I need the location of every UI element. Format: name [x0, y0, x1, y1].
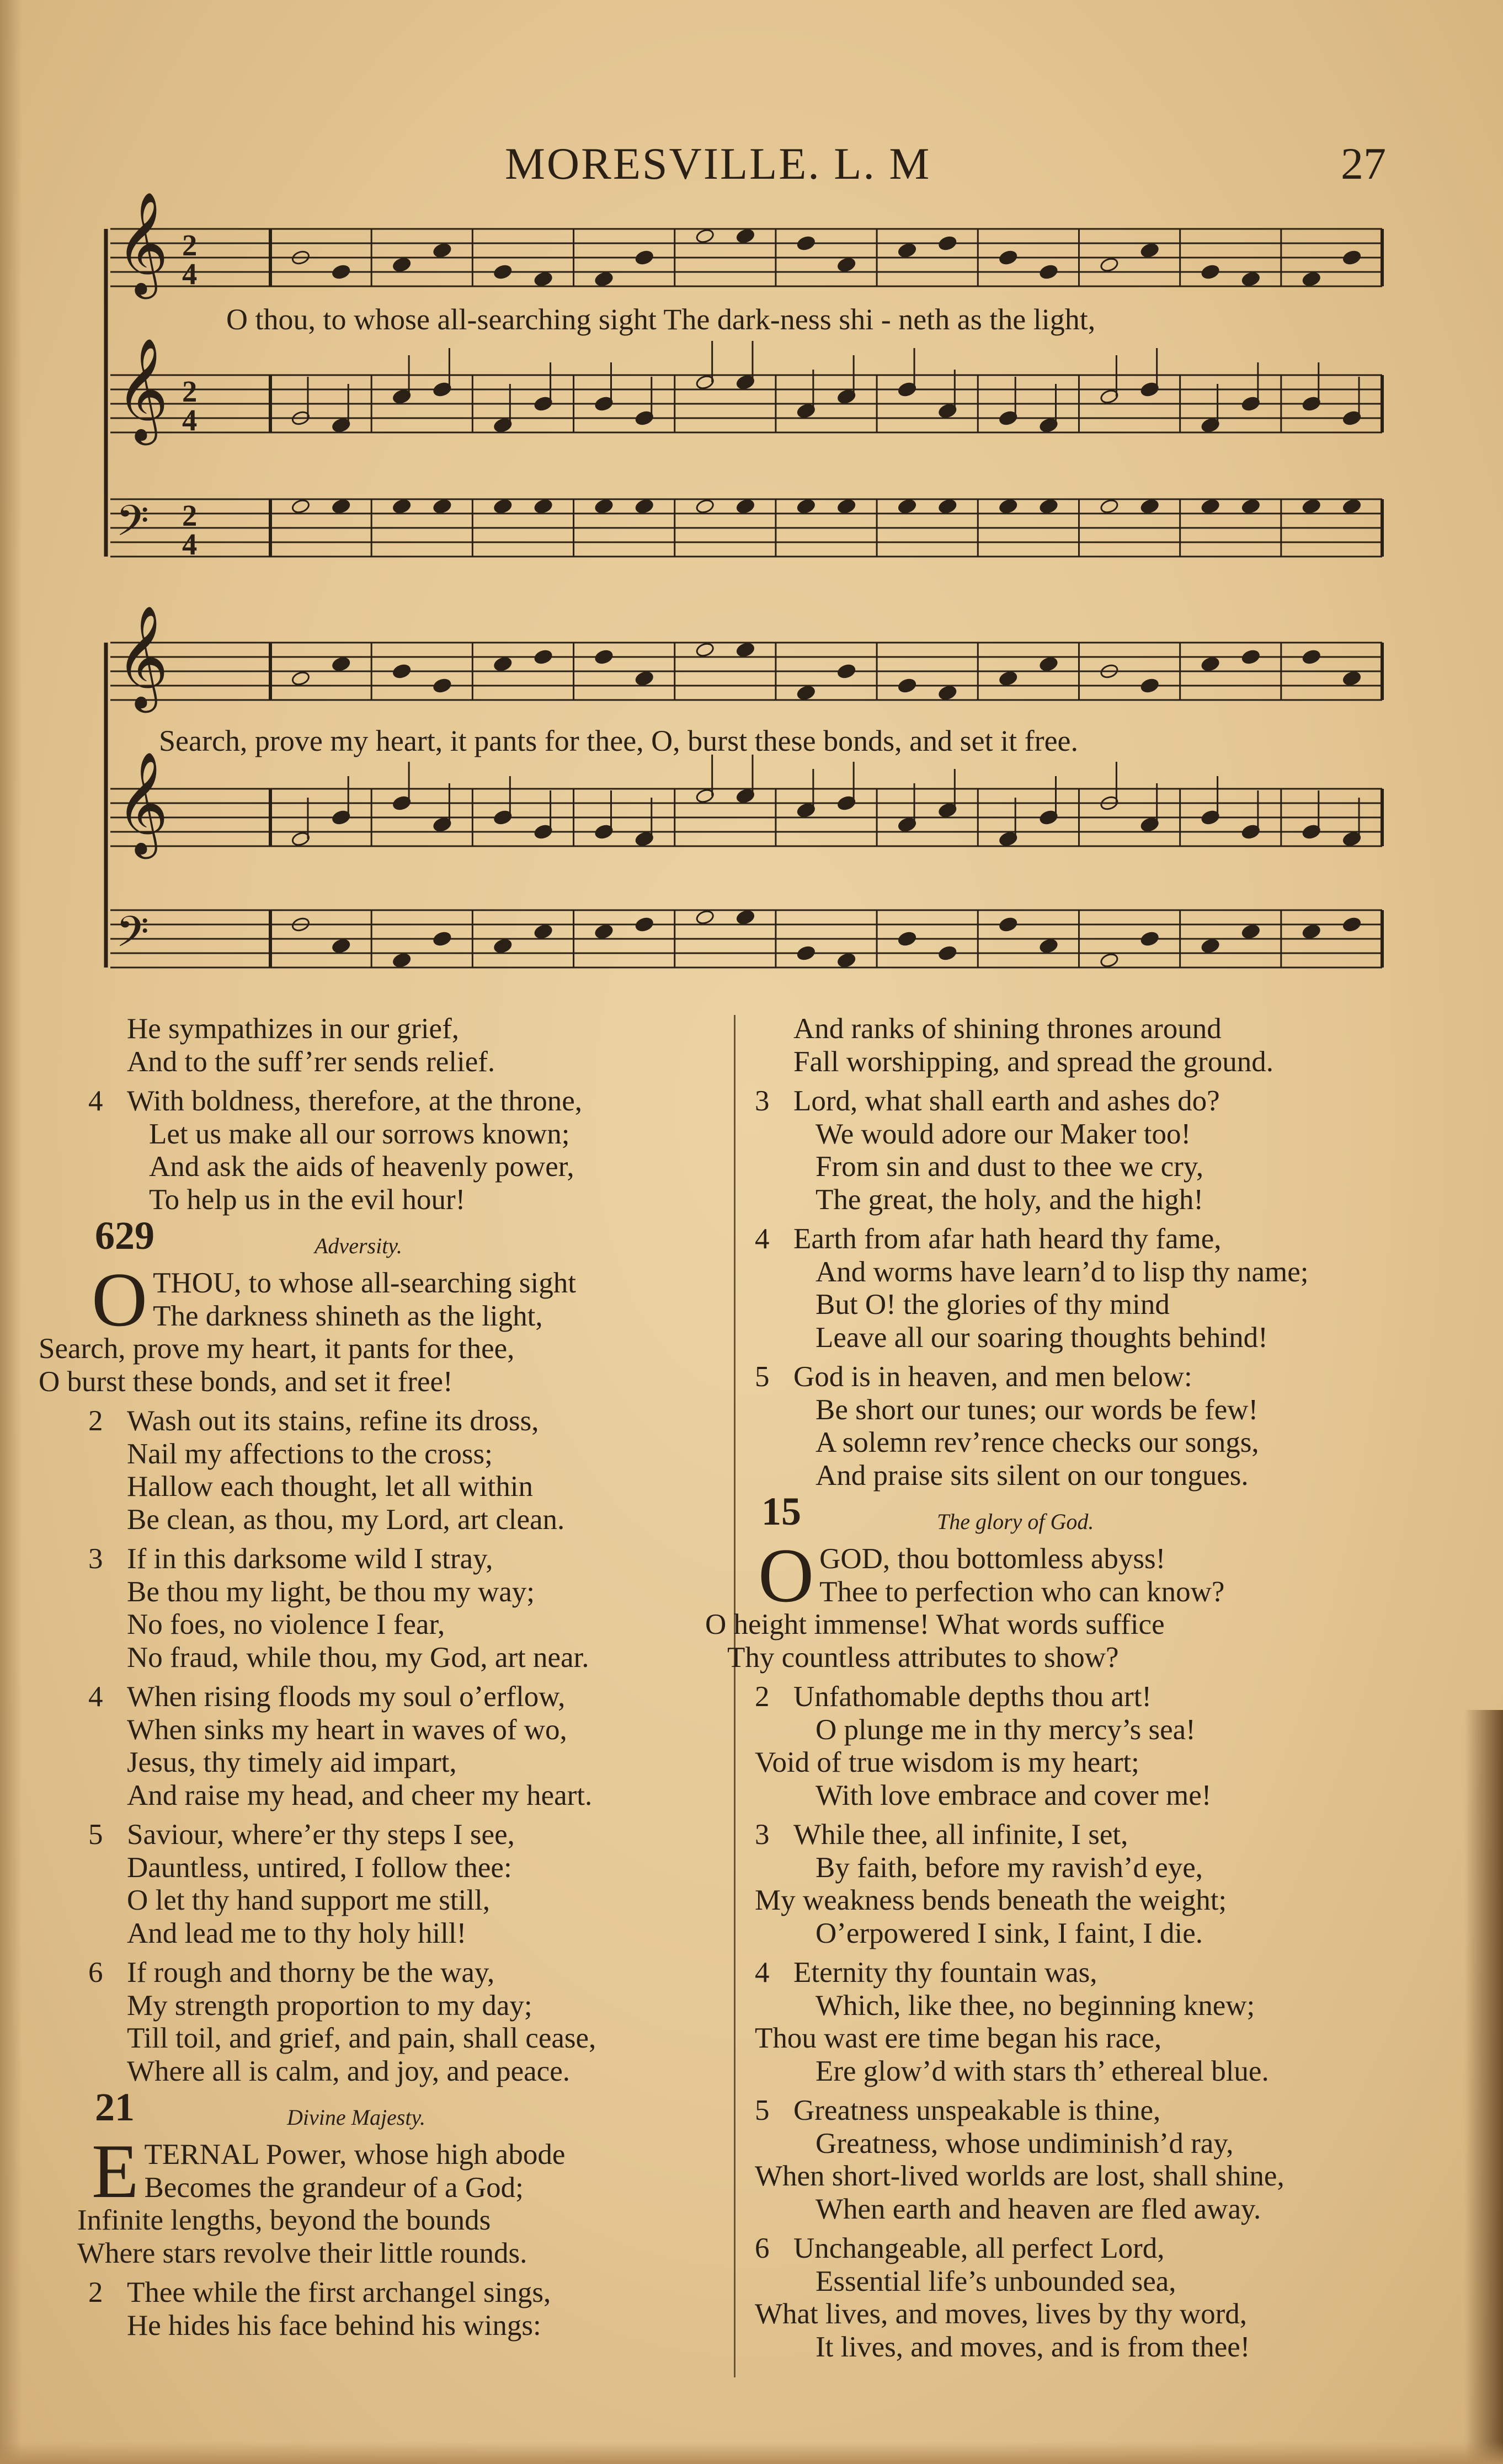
verse-line: Thee to perfection who can know?	[819, 1575, 1225, 1608]
note-head	[1342, 498, 1362, 514]
verse-line: Which, like thee, no beginning knew;	[816, 1989, 1255, 2022]
note-head	[392, 952, 412, 968]
hymn-number: 629	[95, 1214, 154, 1258]
note-head	[695, 498, 715, 514]
verse-line: And raise my head, and cheer my heart.	[127, 1779, 593, 1811]
note-head	[332, 498, 351, 514]
verse-line: My weakness bends beneath the weight;	[755, 1884, 1227, 1916]
verse-line: It lives, and moves, and is from thee!	[816, 2331, 1250, 2363]
page-edge-shadow	[1464, 1710, 1503, 2464]
verse-line: Where all is calm, and joy, and peace.	[127, 2055, 570, 2087]
note-head	[938, 945, 957, 961]
verse	[755, 1223, 1406, 1354]
verse-line: When short-lived worlds are lost, shall shine,	[755, 2160, 1285, 2192]
note-head	[695, 228, 715, 244]
note-head	[1201, 938, 1220, 954]
verse-line: He sympathizes in our grief,	[127, 1013, 459, 1045]
verse-line: Unchangeable, all perfect Lord,	[793, 2232, 1165, 2264]
note-head	[1201, 656, 1220, 672]
time-signature-bottom: 4	[182, 403, 198, 437]
verse	[88, 1681, 712, 1812]
verse-number: 3	[88, 1543, 103, 1575]
note-head	[1342, 916, 1362, 932]
verse-line: With boldness, therefore, at the throne,	[127, 1085, 582, 1117]
note-head	[291, 670, 310, 686]
verse-line: THOU, to whose all-searching sight	[153, 1267, 576, 1299]
verse	[755, 1361, 1406, 1492]
verse-line: When earth and heaven are fled away.	[816, 2193, 1261, 2225]
verse-line: With love embrace and cover me!	[816, 1779, 1212, 1811]
verse	[755, 1085, 1406, 1216]
verse-line: By faith, before my ravish’d eye,	[816, 1851, 1203, 1884]
time-signature-top: 2	[182, 228, 198, 263]
verse-line: If rough and thorny be the way,	[127, 1957, 495, 1989]
note-head	[1342, 670, 1362, 686]
hymn-heading-629	[88, 1214, 712, 1267]
verse-number: 2	[88, 1405, 103, 1437]
verse	[88, 2276, 712, 2342]
verse-number: 4	[88, 1085, 103, 1117]
verse-line: Becomes the grandeur of a God;	[144, 2171, 524, 2204]
note-head	[1241, 923, 1260, 939]
verse-line: And worms have learn’d to lisp thy name;	[816, 1255, 1309, 1288]
verse-line: We would adore our Maker too!	[816, 1118, 1191, 1150]
verse-line: And ask the aids of heavenly power,	[149, 1151, 574, 1183]
verse-line: When rising floods my soul o’erflow,	[127, 1681, 566, 1713]
bass-clef-icon: 𝄢	[116, 496, 150, 557]
note-head	[837, 952, 856, 968]
verse-line: Where stars revolve their little rounds.	[77, 2237, 527, 2269]
note-head	[635, 498, 654, 514]
verse-line: O’erpowered I sink, I faint, I die.	[816, 1917, 1203, 1949]
verse-line: He hides his face behind his wings:	[127, 2309, 541, 2342]
note-head	[392, 663, 412, 679]
verse-number: 2	[755, 1681, 770, 1713]
verse-line: No foes, no violence I fear,	[127, 1608, 445, 1640]
treble-clef-icon: 𝄞	[116, 751, 169, 855]
time-signature-top: 2	[182, 499, 198, 533]
verse-line: Essential life’s unbounded sea,	[816, 2265, 1176, 2297]
verse-line: Greatness, whose undiminish’d ray,	[816, 2127, 1234, 2160]
verse-line: The great, the holy, and the high!	[816, 1183, 1204, 1216]
verse-line: Unfathomable depths thou art!	[793, 1681, 1152, 1713]
verse-number: 3	[755, 1819, 770, 1851]
verse-line: When sinks my heart in waves of wo,	[127, 1713, 567, 1746]
treble-clef-icon: 𝄞	[116, 191, 169, 295]
note-head	[433, 498, 452, 514]
verse-line: Be thou my light, be thou my way;	[127, 1575, 535, 1608]
verse	[755, 2094, 1406, 2226]
note-head	[735, 909, 755, 925]
note-head	[938, 685, 957, 701]
verse-line: The darkness shineth as the light,	[153, 1300, 543, 1332]
page-bottom-shadow	[0, 2442, 1503, 2464]
verse	[88, 1085, 712, 1216]
note-head	[999, 916, 1018, 932]
verse-line: If in this darksome wild I stray,	[127, 1543, 493, 1575]
note-head	[837, 498, 856, 514]
note-head	[493, 264, 513, 280]
note-head	[1201, 498, 1220, 514]
note-head	[594, 498, 614, 514]
note-head	[898, 498, 917, 514]
note-head	[1302, 498, 1321, 514]
verse-line: From sin and dust to thee we cry,	[816, 1151, 1204, 1183]
verse-line: Search, prove my heart, it pants for thee,	[39, 1333, 515, 1365]
note-head	[938, 498, 957, 514]
page-number: 27	[1341, 138, 1386, 189]
verse-number: 5	[755, 2094, 770, 2126]
note-head	[1140, 242, 1159, 258]
note-head	[1241, 649, 1260, 665]
verse-line: Nail my affections to the cross;	[127, 1437, 493, 1470]
note-head	[534, 271, 553, 287]
note-head	[1100, 498, 1119, 514]
verse-line: Fall worshipping, and spread the ground.	[793, 1045, 1273, 1078]
verse-line: Be short our tunes; our words be few!	[816, 1393, 1259, 1426]
verse-number: 5	[755, 1361, 770, 1393]
note-head	[1302, 923, 1321, 939]
verse-line: Wash out its stains, refine its dross,	[127, 1405, 539, 1437]
verse-line: Void of true wisdom is my heart;	[755, 1746, 1139, 1778]
hymn-number: 21	[95, 2085, 135, 2129]
note-head	[1039, 656, 1058, 672]
note-head	[635, 670, 654, 686]
verse-line: Till toil, and grief, and pain, shall cease,	[127, 2022, 596, 2054]
verse-line: But O! the glories of thy mind	[816, 1289, 1170, 1321]
verse-line: Earth from afar hath heard thy fame,	[793, 1223, 1222, 1255]
note-head	[1140, 498, 1159, 514]
note-head	[493, 656, 513, 672]
verse-line: GOD, thou bottomless abyss!	[819, 1543, 1166, 1575]
verse-line: Be clean, as thou, my Lord, art clean.	[127, 1503, 565, 1536]
note-head	[1039, 498, 1058, 514]
verse-number: 4	[755, 1223, 770, 1255]
note-head	[735, 228, 755, 244]
verse	[77, 2129, 712, 2270]
time-signature-top: 2	[182, 375, 198, 409]
score-lyric-line-2: Search, prove my heart, it pants for thee, O, burst these bonds, and set it free.	[159, 724, 1079, 757]
note-head	[898, 931, 917, 947]
verse	[705, 1533, 1406, 1674]
note-head	[1100, 256, 1119, 272]
verse-line: TERNAL Power, whose high abode	[144, 2139, 566, 2171]
drop-cap: E	[92, 2129, 139, 2214]
note-head	[493, 938, 513, 954]
note-head	[594, 649, 614, 665]
hymn-number: 15	[761, 1489, 801, 1533]
note-head	[594, 271, 614, 287]
verse	[755, 2232, 1406, 2364]
verse-line: Infinite lengths, beyond the bounds	[77, 2204, 491, 2236]
note-head	[635, 249, 654, 265]
note-head	[1039, 938, 1058, 954]
verse	[88, 1819, 712, 1950]
treble-clef-icon: 𝄞	[116, 337, 169, 441]
verse	[39, 1257, 712, 1398]
verse-line: Saviour, where’er thy steps I see,	[127, 1819, 515, 1851]
note-head	[433, 931, 452, 947]
music-score	[0, 0, 1503, 1004]
verse-number: 6	[88, 1957, 103, 1989]
verse-line: Thee while the first archangel sings,	[127, 2276, 551, 2308]
note-head	[534, 923, 553, 939]
drop-cap: O	[758, 1533, 814, 1618]
verse-line: Thy countless attributes to show?	[727, 1641, 1119, 1674]
note-head	[796, 945, 816, 961]
verse-line: No fraud, while thou, my God, art near.	[127, 1641, 589, 1674]
note-head	[999, 670, 1018, 686]
note-head	[392, 256, 412, 272]
verse-line: Dauntless, untired, I follow thee:	[127, 1851, 512, 1884]
right-column	[705, 1013, 1406, 2364]
note-head	[534, 498, 553, 514]
note-head	[392, 498, 412, 514]
verse-line: O burst these bonds, and set it free!	[39, 1365, 453, 1398]
hymn-heading-15	[755, 1489, 1406, 1543]
verse-line: Hallow each thought, let all within	[127, 1471, 533, 1503]
verse-number: 3	[755, 1085, 770, 1117]
hymn-subject: Divine Majesty.	[287, 2105, 426, 2130]
verse-line: My strength proportion to my day;	[127, 1989, 532, 2022]
drop-cap: O	[92, 1257, 148, 1343]
note-head	[493, 498, 513, 514]
note-head	[796, 498, 816, 514]
note-head	[1241, 271, 1260, 287]
treble-clef-icon: 𝄞	[116, 605, 169, 709]
note-head	[1201, 264, 1220, 280]
note-head	[433, 242, 452, 258]
note-head	[1302, 271, 1321, 287]
verse-line: Greatness unspeakable is thine,	[793, 2094, 1161, 2126]
verse-number: 5	[88, 1819, 103, 1851]
note-head	[332, 938, 351, 954]
verse-line: Thou wast ere time began his race,	[755, 2022, 1162, 2054]
verse-number: 4	[88, 1681, 103, 1713]
note-head	[1039, 264, 1058, 280]
time-signature-bottom: 4	[182, 527, 198, 562]
note-head	[695, 642, 715, 658]
column-divider	[734, 1015, 735, 2377]
verse-line: Lord, what shall earth and ashes do?	[793, 1085, 1220, 1117]
verse	[755, 1681, 1406, 1812]
verse-line: Leave all our soaring thoughts behind!	[816, 1321, 1268, 1354]
note-head	[898, 242, 917, 258]
verse-line: A solemn rev’rence checks our songs,	[816, 1426, 1259, 1458]
tune-title: MORESVILLE. L. M	[505, 138, 931, 189]
verse-line: While thee, all infinite, I set,	[793, 1819, 1128, 1851]
hymn-heading-21	[88, 2085, 712, 2139]
verse-line: God is in heaven, and men below:	[793, 1361, 1192, 1393]
note-head	[837, 256, 856, 272]
note-head	[695, 909, 715, 925]
note-head	[1302, 649, 1321, 665]
time-signature-bottom: 4	[182, 257, 198, 291]
verse-number: 4	[755, 1957, 770, 1989]
note-head	[735, 642, 755, 658]
hymn-subject: Adversity.	[315, 1233, 402, 1258]
hymn-subject: The glory of God.	[937, 1509, 1094, 1534]
verse-line: O height immense! What words suffice	[705, 1608, 1165, 1640]
note-head	[594, 923, 614, 939]
note-head	[999, 498, 1018, 514]
verse-line: And lead me to thy holy hill!	[127, 1917, 467, 1949]
note-head	[534, 649, 553, 665]
note-head	[332, 264, 351, 280]
note-head	[433, 677, 452, 693]
note-head	[635, 916, 654, 932]
verse-line: And to the suff’rer sends relief.	[127, 1045, 495, 1078]
verse-line: Ere glow’d with stars th’ ethereal blue.	[816, 2055, 1269, 2087]
verse	[755, 1957, 1406, 2088]
left-column	[39, 1013, 712, 2342]
verse-line: What lives, and moves, lives by thy word,	[755, 2298, 1248, 2330]
note-head	[291, 498, 310, 514]
note-head	[938, 235, 957, 251]
verse-line: To help us in the evil hour!	[149, 1183, 466, 1216]
note-head	[1342, 249, 1362, 265]
note-head	[1140, 931, 1159, 947]
bass-clef-icon: 𝄢	[116, 907, 150, 968]
verse-number: 6	[755, 2232, 770, 2264]
note-head	[837, 663, 856, 679]
note-head	[796, 685, 816, 701]
note-head	[1241, 498, 1260, 514]
verse-line: O plunge me in thy mercy’s sea!	[816, 1713, 1196, 1746]
note-head	[1140, 677, 1159, 693]
note-head	[999, 249, 1018, 265]
note-head	[735, 498, 755, 514]
verse	[88, 1405, 712, 1536]
score-lyric-line-1: O thou, to whose all-searching sight The dark-ness shi - neth as the light,	[226, 303, 1096, 336]
verse-line: And ranks of shining thrones around	[793, 1013, 1222, 1045]
verse-line: And praise sits silent on our tongues.	[816, 1459, 1249, 1492]
verse	[755, 1819, 1406, 1950]
note-head	[1100, 952, 1119, 968]
note-head	[898, 677, 917, 693]
verse-number: 2	[88, 2276, 103, 2308]
verse	[88, 1957, 712, 2088]
verse-line: Let us make all our sorrows known;	[149, 1118, 570, 1150]
verse-line: O let thy hand support me still,	[127, 1884, 491, 1916]
verse-line: Jesus, thy timely aid impart,	[127, 1746, 457, 1778]
note-head	[332, 656, 351, 672]
note-head	[796, 235, 816, 251]
verse	[88, 1543, 712, 1674]
verse-line: Eternity thy fountain was,	[793, 1957, 1097, 1989]
